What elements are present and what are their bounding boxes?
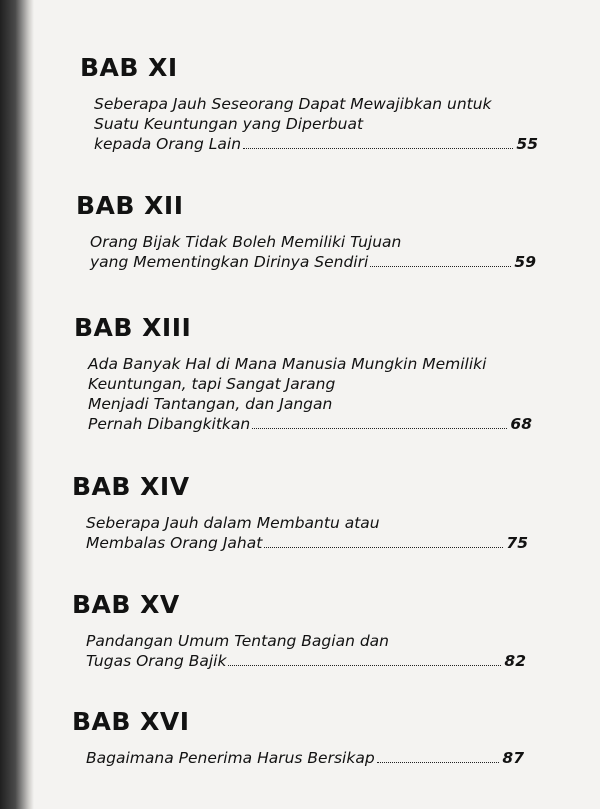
- chapter-title-line: Pandangan Umum Tentang Bagian dan: [86, 632, 389, 650]
- toc-line-with-page[interactable]: [80, 134, 538, 154]
- page-number: 68: [510, 415, 532, 433]
- chapter-title-line: yang Mementingkan Dirinya Sendiri: [90, 253, 369, 271]
- dot-leader: [243, 148, 513, 149]
- chapter-title-line: Membalas Orang Jahat: [86, 534, 263, 552]
- dot-leader: [370, 266, 511, 267]
- chapter-heading: BAB XIV: [72, 472, 190, 501]
- page-number: 75: [506, 534, 528, 552]
- toc-line-with-page[interactable]: [72, 748, 524, 768]
- dot-leader: [377, 762, 500, 763]
- chapter-title-line: Seberapa Jauh Seseorang Dapat Mewajibkan untuk: [94, 95, 492, 113]
- dot-leader: [264, 547, 503, 548]
- toc-entry-bab-xii: [76, 192, 536, 272]
- toc-entry-bab-xvi: [72, 708, 524, 768]
- toc-line-with-page[interactable]: [72, 533, 528, 553]
- chapter-heading: BAB XIII: [74, 313, 192, 342]
- chapter-heading: BAB XI: [80, 53, 178, 82]
- toc-line-with-page[interactable]: [76, 252, 536, 272]
- chapter-title-line: Menjadi Tantangan, dan Jangan: [88, 395, 333, 413]
- chapter-title-line: Seberapa Jauh dalam Membantu atau: [86, 514, 380, 532]
- chapter-title-line: kepada Orang Lain: [94, 135, 242, 153]
- chapter-title-line: Bagaimana Penerima Harus Bersikap: [86, 749, 375, 767]
- page-number: 59: [514, 253, 536, 271]
- page-number: 87: [502, 749, 524, 767]
- toc-line-with-page[interactable]: [74, 414, 532, 434]
- toc-line-with-page[interactable]: [72, 651, 526, 671]
- toc-entry-bab-xi: [80, 54, 538, 154]
- chapter-title-line: Suatu Keuntungan yang Diperbuat: [94, 115, 364, 133]
- chapter-title-line: Keuntungan, tapi Sangat Jarang: [88, 375, 336, 393]
- chapter-title-line: Tugas Orang Bajik: [86, 652, 227, 670]
- chapter-title-line: Ada Banyak Hal di Mana Manusia Mungkin Memiliki: [88, 355, 487, 373]
- dot-leader: [228, 665, 501, 666]
- toc-entry-bab-xv: [72, 591, 526, 671]
- toc-entry-bab-xiii: [74, 314, 532, 434]
- toc-entry-bab-xiv: [72, 473, 528, 553]
- page-number: 55: [516, 135, 538, 153]
- chapter-heading: BAB XV: [72, 590, 180, 619]
- dot-leader: [252, 428, 507, 429]
- book-spine-shadow: [0, 0, 34, 809]
- chapter-heading: BAB XVI: [72, 707, 190, 736]
- chapter-heading: BAB XII: [76, 191, 184, 220]
- chapter-title-line: Orang Bijak Tidak Boleh Memiliki Tujuan: [90, 233, 402, 251]
- page-number: 82: [504, 652, 526, 670]
- chapter-title-line: Pernah Dibangkitkan: [88, 415, 251, 433]
